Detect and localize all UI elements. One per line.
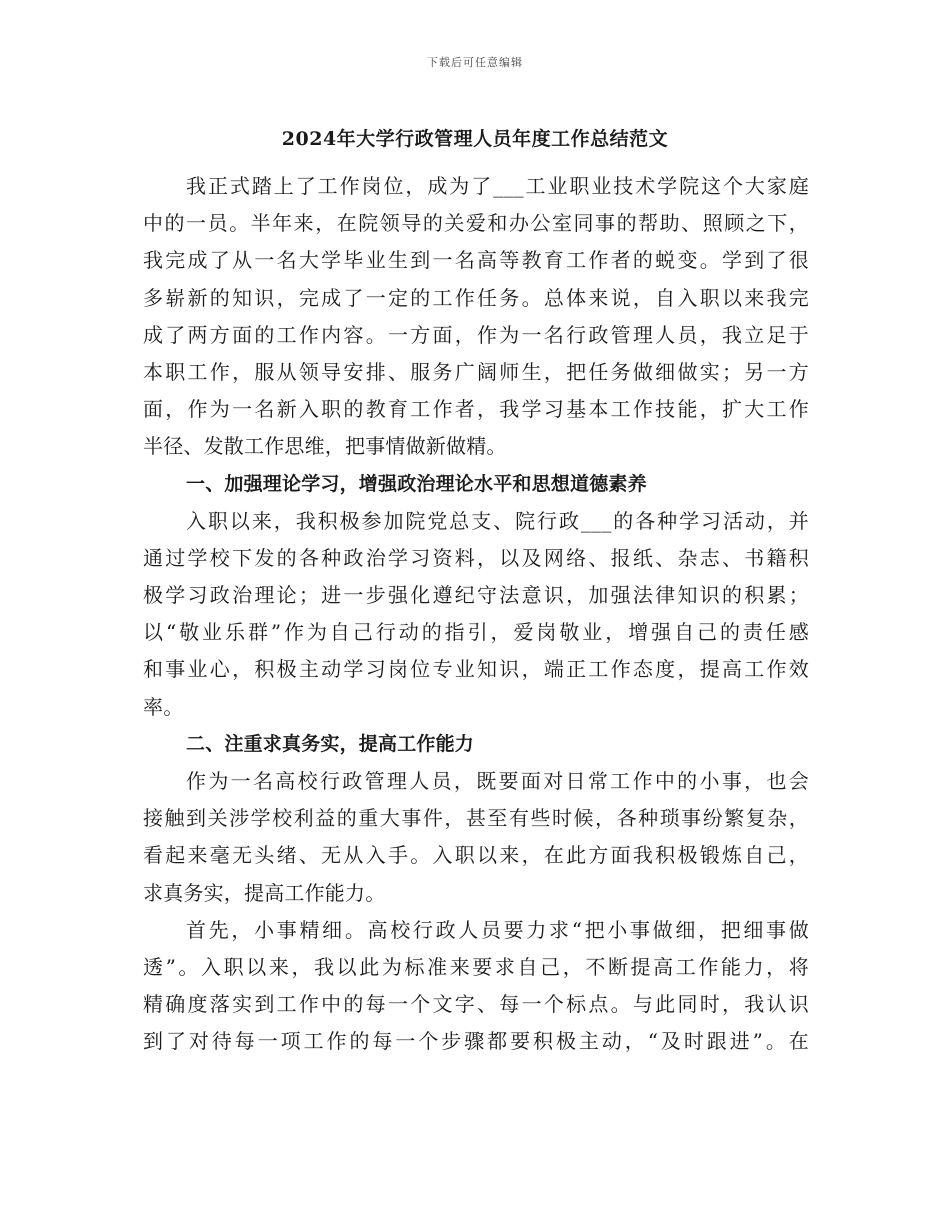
section-heading: [143, 466, 809, 503]
text-line: 本职工作，服从领导安排、服务广阔师生，把任务做细做实；另一方: [143, 359, 809, 384]
text-line: 精确度落实到工作中的每一个文字、每一个标点。与此同时，我认识: [143, 992, 809, 1017]
text-line: 到了对待每一项工作的每一个步骤都要积极主动，“及时跟进”。在: [143, 1029, 809, 1054]
text-line: 极学习政治理论；进一步强化遵纪守法意识，加强法律知识的积累；: [143, 583, 809, 608]
text-line: 求真务实，提高工作能力。: [143, 880, 386, 905]
text-line: 中的一员。半年来，在院领导的关爱和办公室同事的帮助、照顾之下，: [143, 211, 809, 236]
text-line: 多崭新的知识，完成了一定的工作任务。总体来说，自入职以来我完: [143, 285, 809, 310]
paragraph: [143, 503, 809, 726]
text-line: 透”。入职以来，我以此为标准来要求自己，不断提高工作能力，将: [143, 954, 809, 979]
text-line: 和事业心，积极主动学习岗位专业知识，端正工作态度，提高工作效: [143, 657, 809, 682]
paragraph: [143, 912, 809, 1061]
text-line: 率。: [143, 694, 184, 719]
heading-line: 二、注重求真务实，提高工作能力: [186, 732, 475, 755]
text-line: 首先，小事精细。高校行政人员要力求“把小事做细，把细事做: [186, 917, 809, 942]
text-line: 我完成了从一名大学毕业生到一名高等教育工作者的蜕变。学到了很: [143, 248, 809, 273]
text-line: 看起来毫无头绪、无从入手。入职以来，在此方面我积极锻炼自己，: [143, 843, 809, 868]
text-line: 我正式踏上了工作岗位，成为了___工业职业技术学院这个大家庭: [186, 174, 809, 198]
text-line: 成了两方面的工作内容。一方面，作为一名行政管理人员，我立足于: [143, 322, 809, 347]
section-heading: [143, 726, 809, 763]
text-line: 以“敬业乐群”作为自己行动的指引，爱岗敬业，增强自己的责任感: [143, 620, 809, 645]
header-note: 下载后可任意编辑: [427, 56, 523, 69]
paragraph: [143, 763, 809, 912]
text-line: 接触到关涉学校利益的重大事件，甚至有些时候，各种琐事纷繁复杂，: [143, 806, 809, 831]
document-title: 2024年大学行政管理人员年度工作总结范文: [281, 128, 669, 150]
text-line: 作为一名高校行政管理人员，既要面对日常工作中的小事，也会: [186, 769, 809, 793]
heading-line: 一、加强理论学习，增强政治理论水平和思想道德素养: [186, 472, 647, 495]
paragraph: [143, 168, 809, 466]
text-line: 通过学校下发的各种政治学习资料，以及网络、报纸、杂志、书籍积: [143, 545, 809, 570]
document-body: [143, 168, 809, 1061]
text-line: 面，作为一名新入职的教育工作者，我学习基本工作技能，扩大工作: [143, 397, 809, 422]
text-line: 半径、发散工作思维，把事情做新做精。: [143, 434, 507, 459]
text-line: 入职以来，我积极参加院党总支、院行政___的各种学习活动，并: [186, 508, 809, 533]
